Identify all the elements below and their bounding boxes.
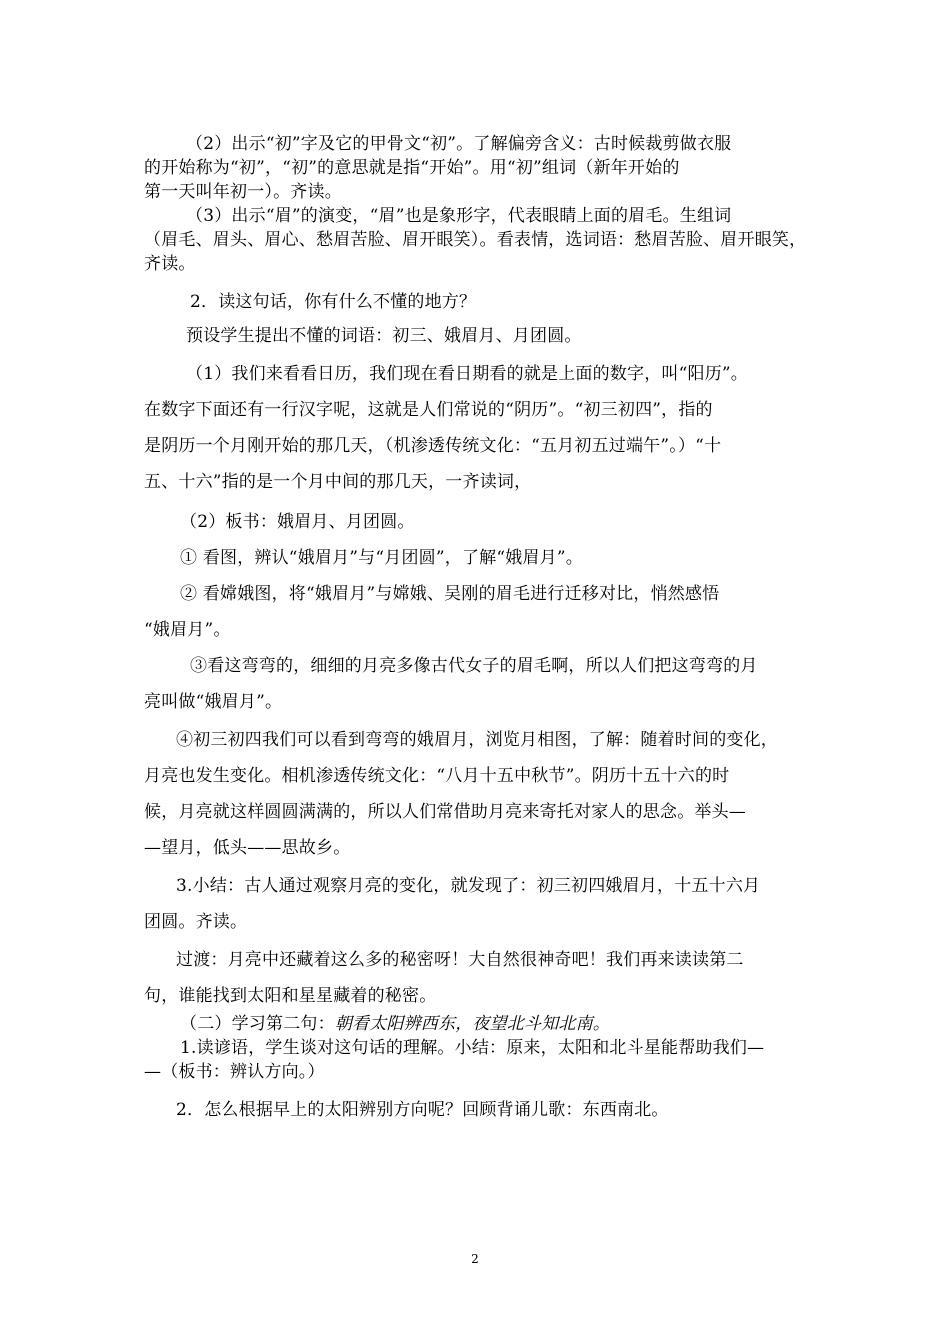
- text-line-content: 在数字下面还有一行汉字呢，这就是人们常说的“阴历”。“初三初四”，指的: [144, 400, 713, 420]
- text-line-content: （3）出示“眉”的演变，“眉”也是象形字，代表眼睛上面的眉毛。生组词: [186, 206, 732, 226]
- text-line: [0, 156, 950, 180]
- text-line: [0, 618, 950, 642]
- text-line-content: 第一天叫年初一）。齐读。: [144, 182, 342, 202]
- text-line-content: 齐读。: [144, 254, 196, 274]
- text-line-content: （眉毛、眉头、眉心、愁眉苦脸、眉开眼笑）。看表情，选词语：愁眉苦脸、眉开眼笑，: [144, 230, 807, 250]
- text-line: [0, 654, 950, 678]
- text-line: [0, 800, 950, 824]
- text-line-content: （1）我们来看看日历，我们现在看日期看的就是上面的数字，叫“阳历”。: [186, 364, 748, 384]
- text-line: [0, 874, 950, 898]
- text-line: [0, 948, 950, 972]
- text-line-content: ① 看图，辨认“娥眉月”与“月团圆”，了解“娥眉月”。: [180, 548, 583, 568]
- text-line: [0, 1098, 950, 1122]
- text-line: [0, 324, 950, 348]
- text-line: [0, 910, 950, 934]
- text-line: [0, 546, 950, 570]
- text-line: [0, 836, 950, 860]
- text-line: [0, 434, 950, 458]
- text-line: [0, 362, 950, 386]
- text-line-content: 月亮也发生变化。相机渗透传统文化：“八月十五中秋节”。阴历十五十六的时: [144, 766, 730, 786]
- text-line: [0, 582, 950, 606]
- text-line-content: 团圆。齐读。: [144, 912, 248, 932]
- text-line-content: —（板书：辨认方向。）: [144, 1062, 325, 1082]
- text-line-content: 过渡：月亮中还藏着这么多的秘密呀！大自然很神奇吧！我们再来读读第二: [176, 950, 744, 970]
- text-line-content: 的开始称为“初”，“初”的意思就是指“开始”。用“初”组词（新年开始的: [144, 158, 680, 178]
- text-line-content: 1.读谚语，学生谈对这句话的理解。小结：原来，太阳和北斗星能帮助我们—: [180, 1038, 765, 1058]
- text-line: [0, 470, 950, 494]
- text-line-content: —望月，低头——思故乡。: [144, 838, 351, 858]
- text-line-content: （二）学习第二句：: [180, 1014, 335, 1034]
- text-line-content: 候，月亮就这样圆圆满满的，所以人们常借助月亮来寄托对家人的思念。举头—: [144, 802, 746, 822]
- text-line-content: 3.小结：古人通过观察月亮的变化，就发现了：初三初四娥眉月，十五十六月: [176, 876, 761, 896]
- text-line: [0, 204, 950, 228]
- text-line-content: 2．读这句话，你有什么不懂的地方？: [190, 292, 477, 312]
- text-line-content: 五、十六”指的是一个月中间的那几天，一齐读词，: [144, 472, 532, 492]
- text-line: [0, 690, 950, 714]
- text-line-content: 句，谁能找到太阳和星星藏着的秘密。: [144, 986, 437, 1006]
- text-line-content: ④初三初四我们可以看到弯弯的娥眉月，浏览月相图，了解：随着时间的变化，: [176, 730, 778, 750]
- text-line: [0, 252, 950, 276]
- text-line: [0, 728, 950, 752]
- text-line: [0, 180, 950, 204]
- text-line-content: ③看这弯弯的，细细的月亮多像古代女子的眉毛啊，所以人们把这弯弯的月: [190, 656, 758, 676]
- text-line-content: 是阴历一个月刚开始的那几天，（机渗透传统文化：“五月初五过端午”。）“十: [144, 436, 722, 456]
- text-line-content: ② 看嫦娥图，将“娥眉月”与嫦娥、吴刚的眉毛进行迁移对比，悄然感悟: [180, 584, 720, 604]
- text-line-content: （2）板书：娥眉月、月团圆。: [180, 512, 415, 532]
- text-line-content: 预设学生提出不懂的词语：初三、娥眉月、月团圆。: [186, 326, 582, 346]
- text-line-content: 亮叫做“娥眉月”。: [144, 692, 283, 712]
- text-line: [0, 290, 950, 314]
- text-line: [0, 132, 950, 156]
- text-line: [0, 764, 950, 788]
- text-line: [0, 984, 950, 1008]
- text-line: [0, 228, 950, 252]
- text-line: [0, 1036, 950, 1060]
- text-line: [0, 1060, 950, 1084]
- text-line-content: （2）出示“初”字及它的甲骨文“初”。了解偏旁含义：古时候裁剪做衣服: [186, 134, 732, 154]
- text-line: [0, 398, 950, 422]
- text-line: [0, 1012, 950, 1036]
- page-number: 2: [471, 1252, 479, 1266]
- text-line-content: 2．怎么根据早上的太阳辨别方向呢？回顾背诵儿歌：东西南北。: [176, 1100, 669, 1120]
- text-line-content: “娥眉月”。: [144, 620, 231, 640]
- text-line: [0, 510, 950, 534]
- proverb-text: 朝看太阳辨西东，夜望北斗知北南。: [334, 1014, 611, 1034]
